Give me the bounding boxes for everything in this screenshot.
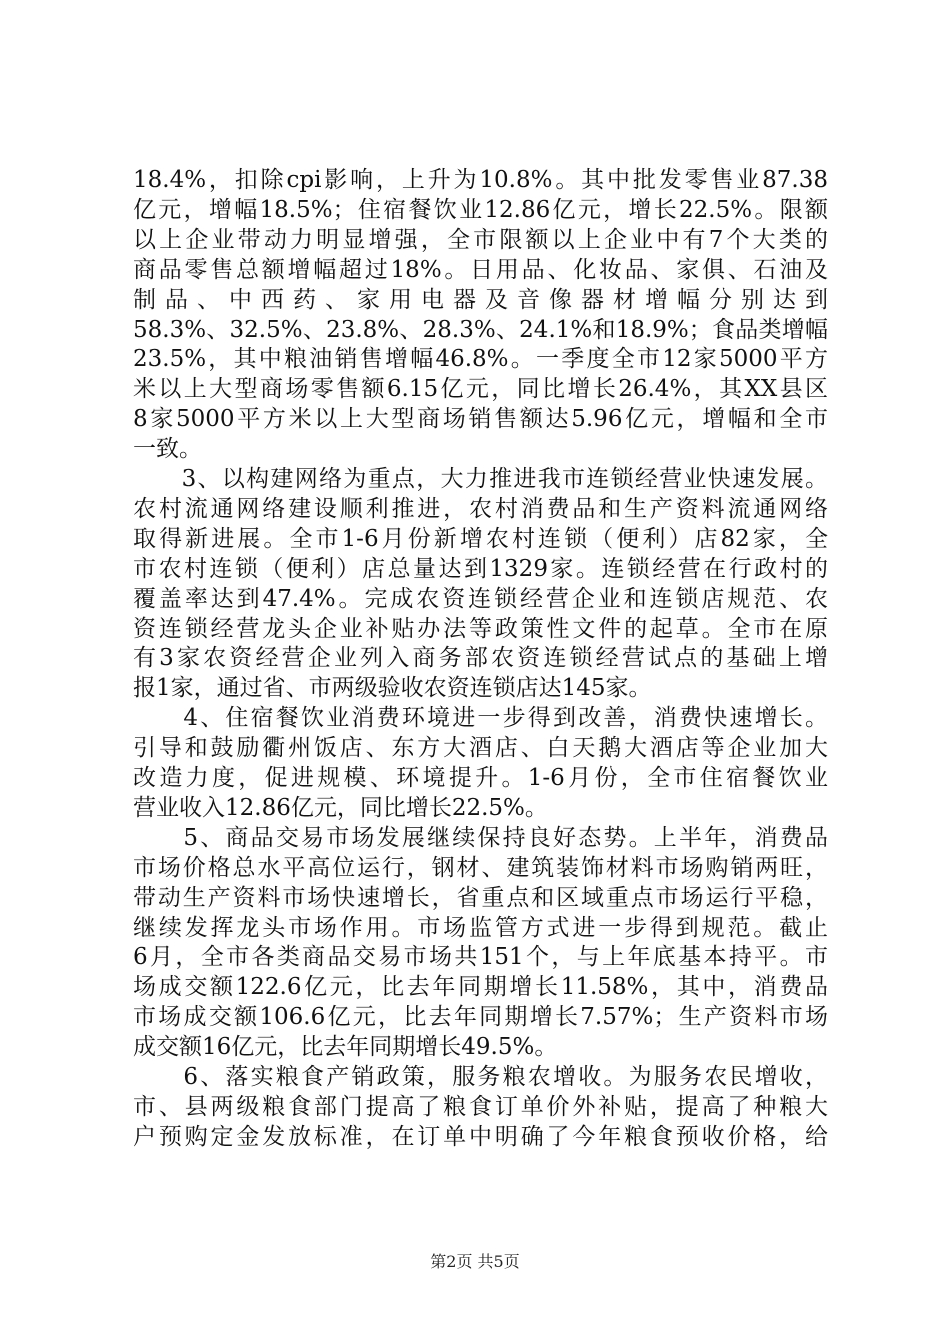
text-line: 6、落实粮食产销政策，服务粮农增收。为服务农民增收，: [133, 1064, 828, 1090]
text-line: 户预购定金发放标准，在订单中明确了今年粮食预收价格，给: [133, 1124, 828, 1150]
text-line: 继续发挥龙头市场作用。市场监管方式进一步得到规范。截止: [133, 915, 828, 941]
text-line: 市场价格总水平高位运行，钢材、建筑装饰材料市场购销两旺，: [133, 855, 828, 881]
text-line: 以上企业带动力明显增强，全市限额以上企业中有7个大类的: [133, 227, 828, 253]
text-line: 3、以构建网络为重点，大力推进我市连锁经营业快速发展。: [133, 466, 828, 492]
page-footer: 第2页 共5页: [430, 1252, 520, 1271]
text-line: 5、商品交易市场发展继续保持良好态势。上半年，消费品: [133, 825, 828, 851]
text-line: 市农村连锁（便利）店总量达到1329家。连锁经营在行政村的: [133, 556, 828, 582]
text-line: 场成交额122.6亿元，比去年同期增长11.58%，其中，消费品: [133, 974, 828, 1000]
text-line: 取得新进展。全市1-6月份新增农村连锁（便利）店82家，全: [133, 526, 828, 552]
text-line: 亿元，增幅18.5%；住宿餐饮业12.86亿元，增长22.5%。限额: [133, 197, 828, 223]
text-line: 市场成交额106.6亿元，比去年同期增长7.57%；生产资料市场: [133, 1004, 828, 1030]
text-line: 18.4%，扣除cpi影响，上升为10.8%。其中批发零售业87.38: [133, 167, 828, 193]
text-line: 8家5000平方米以上大型商场销售额达5.96亿元，增幅和全市: [133, 406, 828, 432]
text-line: 市、县两级粮食部门提高了粮食订单价外补贴，提高了种粮大: [133, 1094, 828, 1120]
text-line: 制品、中西药、家用电器及音像器材增幅分别达到: [133, 287, 828, 313]
text-line: 6月，全市各类商品交易市场共151个，与上年底基本持平。市: [133, 944, 828, 970]
text-line: 商品零售总额增幅超过18%。日用品、化妆品、家俱、石油及: [133, 257, 828, 283]
text-line: 营业收入12.86亿元，同比增长22.5%。: [133, 795, 548, 821]
text-line: 一致。: [133, 436, 202, 462]
text-line: 有3家农资经营企业列入商务部农资连锁经营试点的基础上增: [133, 645, 828, 671]
text-line: 覆盖率达到47.4%。完成农资连锁经营企业和连锁店规范、农: [133, 586, 828, 612]
text-line: 58.3%、32.5%、23.8%、28.3%、24.1%和18.9%；食品类增幅: [133, 317, 828, 343]
text-line: 资连锁经营龙头企业补贴办法等政策性文件的起草。全市在原: [133, 616, 828, 642]
text-line: 4、住宿餐饮业消费环境进一步得到改善，消费快速增长。: [133, 705, 828, 731]
text-line: 引导和鼓励衢州饭店、东方大酒店、白天鹅大酒店等企业加大: [133, 735, 828, 761]
text-line: 改造力度，促进规模、环境提升。1-6月份，全市住宿餐饮业: [133, 765, 828, 791]
text-line: 报1家，通过省、市两级验收农资连锁店达145家。: [133, 675, 652, 701]
text-line: 米以上大型商场零售额6.15亿元，同比增长26.4%，其XX县区: [133, 376, 828, 402]
text-line: 成交额16亿元，比去年同期增长49.5%。: [133, 1034, 558, 1060]
text-line: 带动生产资料市场快速增长，省重点和区域重点市场运行平稳，: [133, 885, 828, 911]
text-line: 23.5%，其中粮油销售增幅46.8%。一季度全市12家5000平方: [133, 346, 828, 372]
text-line: 农村流通网络建设顺利推进，农村消费品和生产资料流通网络: [133, 496, 828, 522]
